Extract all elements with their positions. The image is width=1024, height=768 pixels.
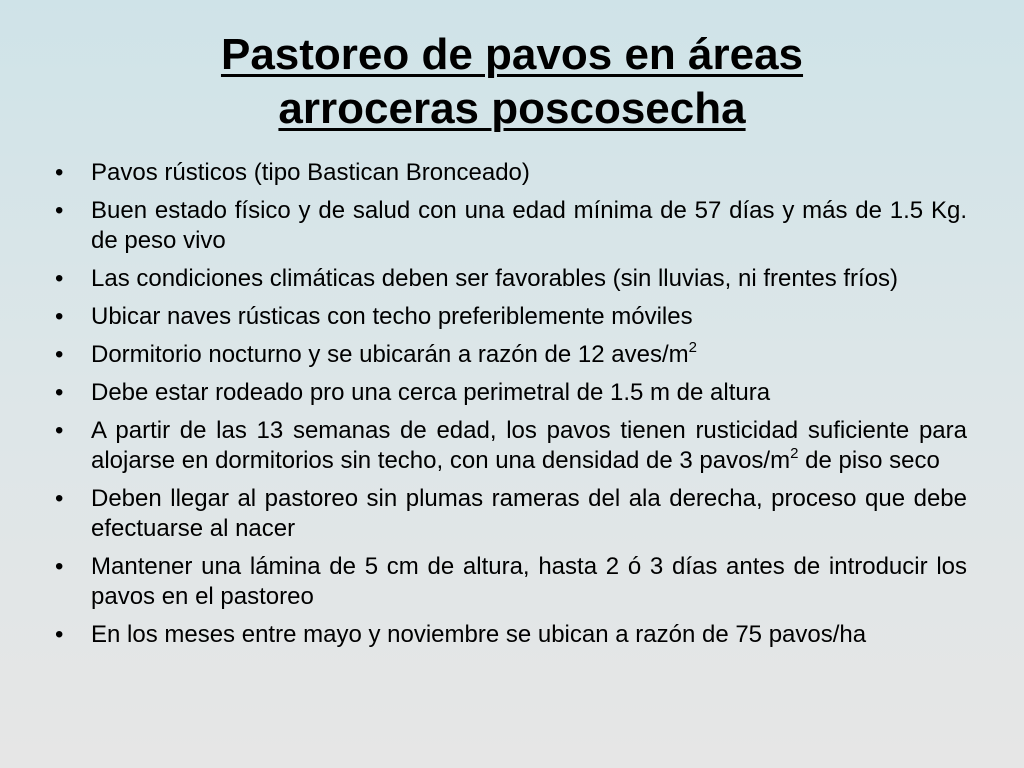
bullet-icon: • bbox=[55, 379, 64, 406]
bullet-icon: • bbox=[55, 197, 64, 224]
bullet-text-main: Dormitorio nocturno y se ubicarán a razón de 12 aves/m bbox=[91, 341, 689, 368]
superscript: 2 bbox=[688, 339, 697, 356]
bullet-text-tail: de piso seco bbox=[798, 447, 940, 474]
bullet-icon: • bbox=[55, 341, 64, 368]
bullet-text: Ubicar naves rústicas con techo preferiblemente móviles bbox=[91, 303, 693, 330]
bullet-text: Pavos rústicos (tipo Bastican Bronceado) bbox=[91, 159, 530, 186]
bullet-text: En los meses entre mayo y noviembre se ubican a razón de 75 pavos/ha bbox=[91, 621, 867, 648]
bullet-icon: • bbox=[55, 417, 64, 444]
bullet-text: Debe estar rodeado pro una cerca perimetral de 1.5 m de altura bbox=[91, 379, 771, 406]
title-line-2: arroceras poscosecha bbox=[278, 84, 746, 133]
title-line-1: Pastoreo de pavos en áreas bbox=[220, 30, 804, 79]
bullet-text: Mantener una lámina de 5 cm de altura, hasta 2 ó 3 días antes de introducir los pavos en el pastoreo bbox=[91, 553, 967, 610]
bullet-item bbox=[55, 620, 967, 650]
bullet-item bbox=[55, 552, 967, 612]
bullet-text: Deben llegar al pastoreo sin plumas rameras del ala derecha, proceso que debe efectuarse al nacer bbox=[91, 485, 967, 542]
slide-title bbox=[0, 28, 1024, 136]
bullet-text: Buen estado físico y de salud con una edad mínima de 57 días y más de 1.5 Kg. de peso vivo bbox=[91, 197, 967, 254]
bullet-icon: • bbox=[55, 621, 64, 648]
bullet-list bbox=[55, 158, 967, 658]
bullet-icon: • bbox=[55, 553, 64, 580]
bullet-item bbox=[55, 340, 967, 370]
bullet-item bbox=[55, 302, 967, 332]
bullet-text-main: A partir de las 13 semanas de edad, los pavos tienen rusticidad suficiente para alojarse en dormitorios sin techo, con una densidad de 3 pavos/m bbox=[91, 417, 967, 474]
bullet-text bbox=[91, 417, 967, 474]
bullet-icon: • bbox=[55, 485, 64, 512]
bullet-item bbox=[55, 484, 967, 544]
bullet-icon: • bbox=[55, 265, 64, 292]
bullet-text bbox=[91, 341, 697, 368]
bullet-icon: • bbox=[55, 159, 64, 186]
bullet-icon: • bbox=[55, 303, 64, 330]
bullet-item bbox=[55, 196, 967, 256]
bullet-item bbox=[55, 378, 967, 408]
bullet-item bbox=[55, 416, 967, 476]
bullet-text: Las condiciones climáticas deben ser favorables (sin lluvias, ni frentes fríos) bbox=[91, 265, 899, 292]
superscript: 2 bbox=[790, 445, 799, 462]
bullet-item bbox=[55, 264, 967, 294]
bullet-item bbox=[55, 158, 967, 188]
